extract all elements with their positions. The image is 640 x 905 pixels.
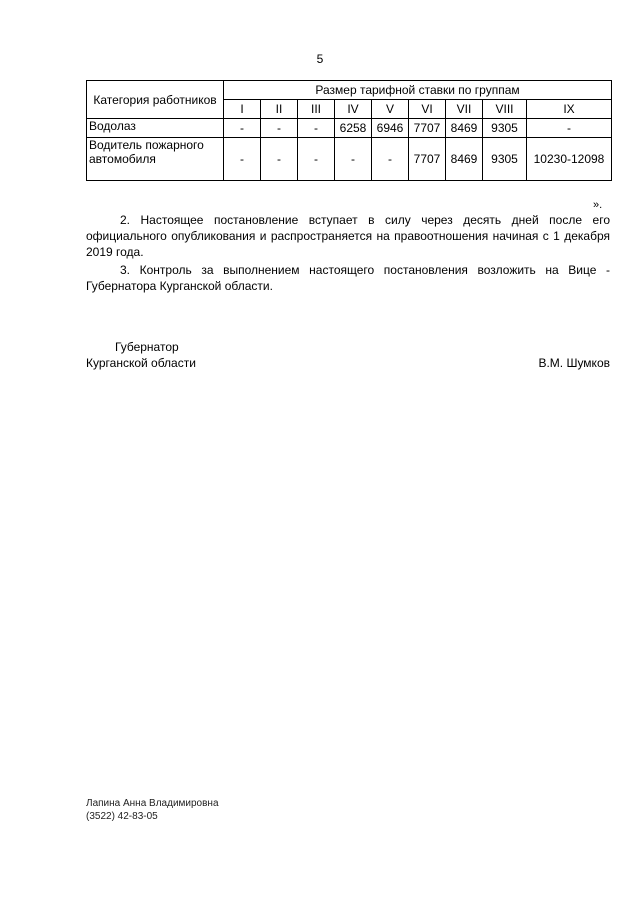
group-header: II xyxy=(261,100,298,119)
executor-phone: (3522) 42-83-05 xyxy=(86,811,158,822)
group-header: VIII xyxy=(483,100,527,119)
group-header: IX xyxy=(527,100,612,119)
rate-cell: 9305 xyxy=(483,138,527,181)
group-header: V xyxy=(372,100,409,119)
signatory-title-line1: Губернатор xyxy=(115,340,179,354)
rate-cell: 7707 xyxy=(409,119,446,138)
rate-cell: - xyxy=(527,119,612,138)
rate-cell: 6258 xyxy=(335,119,372,138)
rate-cell: - xyxy=(261,119,298,138)
group-header: III xyxy=(298,100,335,119)
rate-cell: 7707 xyxy=(409,138,446,181)
rate-cell: 10230-12098 xyxy=(527,138,612,181)
signatory-title xyxy=(86,339,196,371)
tariff-size-header: Размер тарифной ставки по группам xyxy=(224,81,612,100)
rate-cell: - xyxy=(224,119,261,138)
worker-category-cell: Водолаз xyxy=(87,119,224,138)
page-number: 5 xyxy=(316,52,324,66)
paragraph-2: 2. Настоящее постановление вступает в силу через десять дней после его официального опубликования и распространяется на правоотношения начиная с 1 декабря 2019 года. xyxy=(86,213,610,259)
rate-cell: - xyxy=(224,138,261,181)
rate-cell: - xyxy=(298,119,335,138)
rate-cell: 6946 xyxy=(372,119,409,138)
table-row xyxy=(87,119,612,138)
group-header: IV xyxy=(335,100,372,119)
table-row xyxy=(87,138,612,181)
rate-cell: - xyxy=(261,138,298,181)
rate-cell: 8469 xyxy=(446,119,483,138)
rate-cell: 9305 xyxy=(483,119,527,138)
group-header: VII xyxy=(446,100,483,119)
closing-quote: ». xyxy=(593,199,603,211)
category-header: Категория работников xyxy=(87,81,224,119)
executor-info xyxy=(86,797,219,823)
executor-name: Лапина Анна Владимировна xyxy=(86,798,219,809)
tariff-table xyxy=(86,80,612,181)
worker-category-cell: Водитель пожарного автомобиля xyxy=(87,138,224,181)
signatory-title-line2: Курганской области xyxy=(86,356,196,370)
paragraph-3: 3. Контроль за выполнением настоящего постановления возложить на Вице - Губернатора Курганской области. xyxy=(86,263,610,293)
rate-cell: - xyxy=(335,138,372,181)
signatory-name: В.М. Шумков xyxy=(538,356,610,370)
rate-cell: 8469 xyxy=(446,138,483,181)
group-header: I xyxy=(224,100,261,119)
rate-cell: - xyxy=(372,138,409,181)
rate-cell: - xyxy=(298,138,335,181)
group-header: VI xyxy=(409,100,446,119)
